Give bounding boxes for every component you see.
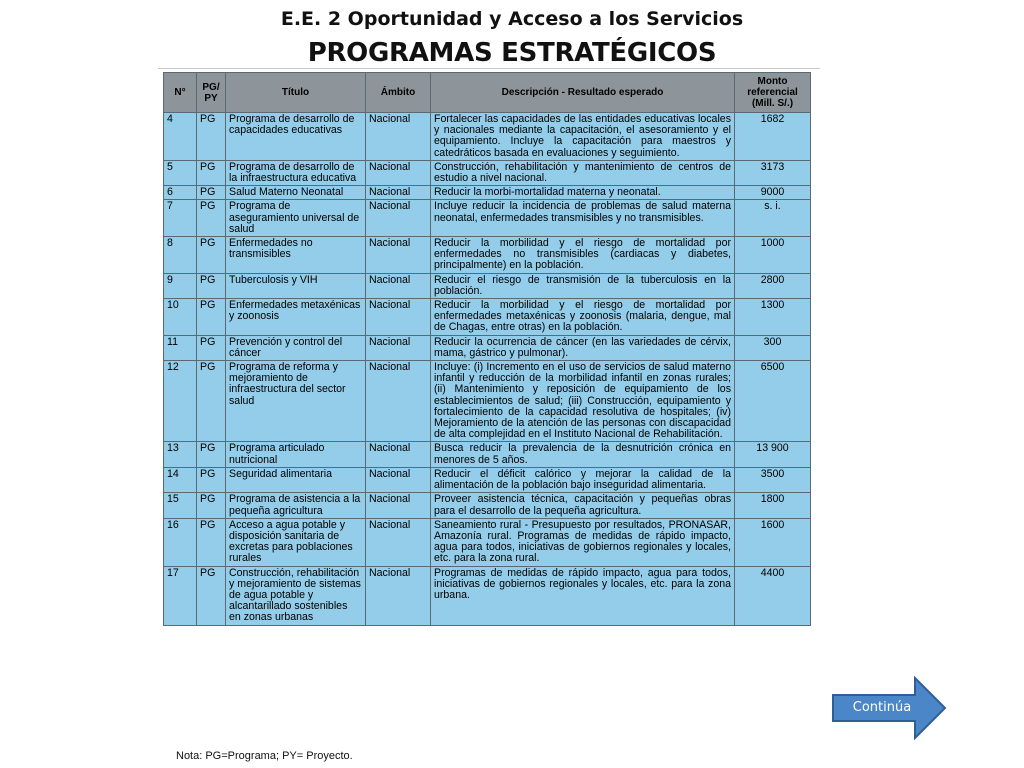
cell-amount: s. i. <box>735 200 811 237</box>
cell-title: Seguridad alimentaria <box>226 467 366 492</box>
cell-scope: Nacional <box>366 160 431 185</box>
header-number: N° <box>164 73 197 113</box>
header-pg-py: PG/ PY <box>197 73 226 113</box>
cell-scope: Nacional <box>366 566 431 625</box>
cell-description: Reducir la ocurrencia de cáncer (en las variedades de cérvix, mama, gástrico y pulmonar). <box>431 335 735 360</box>
cell-title: Salud Materno Neonatal <box>226 186 366 200</box>
cell-description: Reducir la morbilidad y el riesgo de mortalidad por enfermedades no transmisibles (cardiacas y diabetes, principalmente) en la población. <box>431 237 735 274</box>
cell-title: Programa de desarrollo de la infraestructura educativa <box>226 160 366 185</box>
slide-title: PROGRAMAS ESTRATÉGICOS <box>307 38 717 68</box>
header-amount: Monto referencial (Mill. S/.) <box>735 73 811 113</box>
table-row <box>164 160 811 185</box>
cell-number: 6 <box>164 186 197 200</box>
cell-scope: Nacional <box>366 518 431 566</box>
cell-amount: 1000 <box>735 237 811 274</box>
cell-description: Reducir la morbi-mortalidad materna y neonatal. <box>431 186 735 200</box>
cell-title: Construcción, rehabilitación y mejoramiento de sistemas de agua potable y alcantarillado sostenibles en zonas urbanas <box>226 566 366 625</box>
cell-amount: 1300 <box>735 299 811 336</box>
cell-amount: 1600 <box>735 518 811 566</box>
slide-subtitle: E.E. 2 Oportunidad y Acceso a los Servicios <box>280 8 744 30</box>
cell-amount: 300 <box>735 335 811 360</box>
cell-description: Construcción, rehabilitación y mantenimiento de centros de estudio a nivel nacional. <box>431 160 735 185</box>
cell-number: 9 <box>164 273 197 298</box>
cell-type: PG <box>197 335 226 360</box>
cell-scope: Nacional <box>366 361 431 442</box>
cell-number: 13 <box>164 442 197 467</box>
cell-scope: Nacional <box>366 186 431 200</box>
cell-scope: Nacional <box>366 273 431 298</box>
cell-title: Enfermedades no transmisibles <box>226 237 366 274</box>
cell-type: PG <box>197 160 226 185</box>
table-row <box>164 200 811 237</box>
cell-amount: 6500 <box>735 361 811 442</box>
cell-number: 12 <box>164 361 197 442</box>
cell-number: 7 <box>164 200 197 237</box>
cell-description: Programas de medidas de rápido impacto, agua para todos, iniciativas de gobiernos regionales y locales, etc. para la zona urbana. <box>431 566 735 625</box>
cell-title: Prevención y control del cáncer <box>226 335 366 360</box>
table-row <box>164 335 811 360</box>
cell-number: 16 <box>164 518 197 566</box>
cell-type: PG <box>197 467 226 492</box>
cell-type: PG <box>197 113 226 161</box>
cell-scope: Nacional <box>366 299 431 336</box>
table-header-row <box>164 73 811 113</box>
cell-type: PG <box>197 273 226 298</box>
cell-description: Incluye: (i) Incremento en el uso de servicios de salud materno infantil y reducción de la morbilidad infantil en zonas rurales; (ii) Mantenimiento y reposición de equipamiento de los establecimientos de salud; (iii) Construcción, equipamiento y fortalecimiento de la capacidad resolutiva de hospitales; (iv) Mejoramiento de la atención de las personas con discapacidad de alta complejidad en el Instituto Nacional de Rehabilitación. <box>431 361 735 442</box>
cell-number: 8 <box>164 237 197 274</box>
cell-number: 10 <box>164 299 197 336</box>
cell-type: PG <box>197 566 226 625</box>
table-row <box>164 186 811 200</box>
cell-amount: 9000 <box>735 186 811 200</box>
footnote: Nota: PG=Programa; PY= Proyecto. <box>176 750 353 762</box>
cell-number: 17 <box>164 566 197 625</box>
cell-title: Tuberculosis y VIH <box>226 273 366 298</box>
cell-title: Enfermedades metaxénicas y zoonosis <box>226 299 366 336</box>
cell-title: Programa de aseguramiento universal de salud <box>226 200 366 237</box>
continue-button[interactable] <box>831 676 947 740</box>
cell-description: Saneamiento rural - Presupuesto por resultados, PRONASAR, Amazonía rural. Programas de medidas de rápido impacto, agua para todos, iniciativas de gobiernos regionales y locales, etc. para la zona rural. <box>431 518 735 566</box>
cell-scope: Nacional <box>366 237 431 274</box>
programs-table-container <box>163 72 810 626</box>
cell-type: PG <box>197 299 226 336</box>
cell-amount: 4400 <box>735 566 811 625</box>
cell-scope: Nacional <box>366 113 431 161</box>
cell-number: 4 <box>164 113 197 161</box>
cell-number: 14 <box>164 467 197 492</box>
cell-scope: Nacional <box>366 467 431 492</box>
cell-scope: Nacional <box>366 493 431 518</box>
cell-description: Reducir la morbilidad y el riesgo de mortalidad por enfermedades metaxénicas y zoonosis (malaria, dengue, mal de Chagas, entre otras) en la población. <box>431 299 735 336</box>
cell-title: Acceso a agua potable y disposición sanitaria de excretas para poblaciones rurales <box>226 518 366 566</box>
header-title: Título <box>226 73 366 113</box>
cell-title: Programa de reforma y mejoramiento de infraestructura del sector salud <box>226 361 366 442</box>
cell-scope: Nacional <box>366 200 431 237</box>
table-row <box>164 237 811 274</box>
table-row <box>164 493 811 518</box>
table-row <box>164 113 811 161</box>
cell-scope: Nacional <box>366 442 431 467</box>
cell-scope: Nacional <box>366 335 431 360</box>
cell-type: PG <box>197 186 226 200</box>
cell-amount: 3173 <box>735 160 811 185</box>
cell-amount: 13 900 <box>735 442 811 467</box>
top-rule <box>158 68 820 69</box>
table-row <box>164 467 811 492</box>
cell-description: Reducir el déficit calórico y mejorar la calidad de la alimentación de la población bajo inseguridad alimentaria. <box>431 467 735 492</box>
cell-type: PG <box>197 361 226 442</box>
header-scope: Ámbito <box>366 73 431 113</box>
cell-description: Busca reducir la prevalencia de la desnutrición crónica en menores de 5 años. <box>431 442 735 467</box>
table-row <box>164 518 811 566</box>
cell-number: 5 <box>164 160 197 185</box>
cell-amount: 1682 <box>735 113 811 161</box>
cell-description: Fortalecer las capacidades de las entidades educativas locales y nacionales mediante la capacitación, el asesoramiento y el equipamiento. Incluye la capacitación para maestros y catedráticos basada en evaluaciones y seguimiento. <box>431 113 735 161</box>
cell-description: Reducir el riesgo de transmisión de la tuberculosis en la población. <box>431 273 735 298</box>
cell-type: PG <box>197 493 226 518</box>
cell-title: Programa articulado nutricional <box>226 442 366 467</box>
cell-type: PG <box>197 237 226 274</box>
cell-amount: 3500 <box>735 467 811 492</box>
table-row <box>164 442 811 467</box>
continue-button-label: Continúa <box>852 700 912 715</box>
table-row <box>164 361 811 442</box>
table-row <box>164 273 811 298</box>
cell-type: PG <box>197 200 226 237</box>
cell-amount: 1800 <box>735 493 811 518</box>
cell-type: PG <box>197 442 226 467</box>
header-description: Descripción - Resultado esperado <box>431 73 735 113</box>
cell-number: 11 <box>164 335 197 360</box>
cell-number: 15 <box>164 493 197 518</box>
cell-description: Proveer asistencia técnica, capacitación y pequeñas obras para el desarrollo de la pequeña agricultura. <box>431 493 735 518</box>
cell-title: Programa de desarrollo de capacidades educativas <box>226 113 366 161</box>
cell-description: Incluye reducir la incidencia de problemas de salud materna neonatal, enfermedades transmisibles y no transmisibles. <box>431 200 735 237</box>
cell-type: PG <box>197 518 226 566</box>
programs-table <box>163 72 811 626</box>
table-row <box>164 566 811 625</box>
cell-title: Programa de asistencia a la pequeña agricultura <box>226 493 366 518</box>
table-row <box>164 299 811 336</box>
cell-amount: 2800 <box>735 273 811 298</box>
